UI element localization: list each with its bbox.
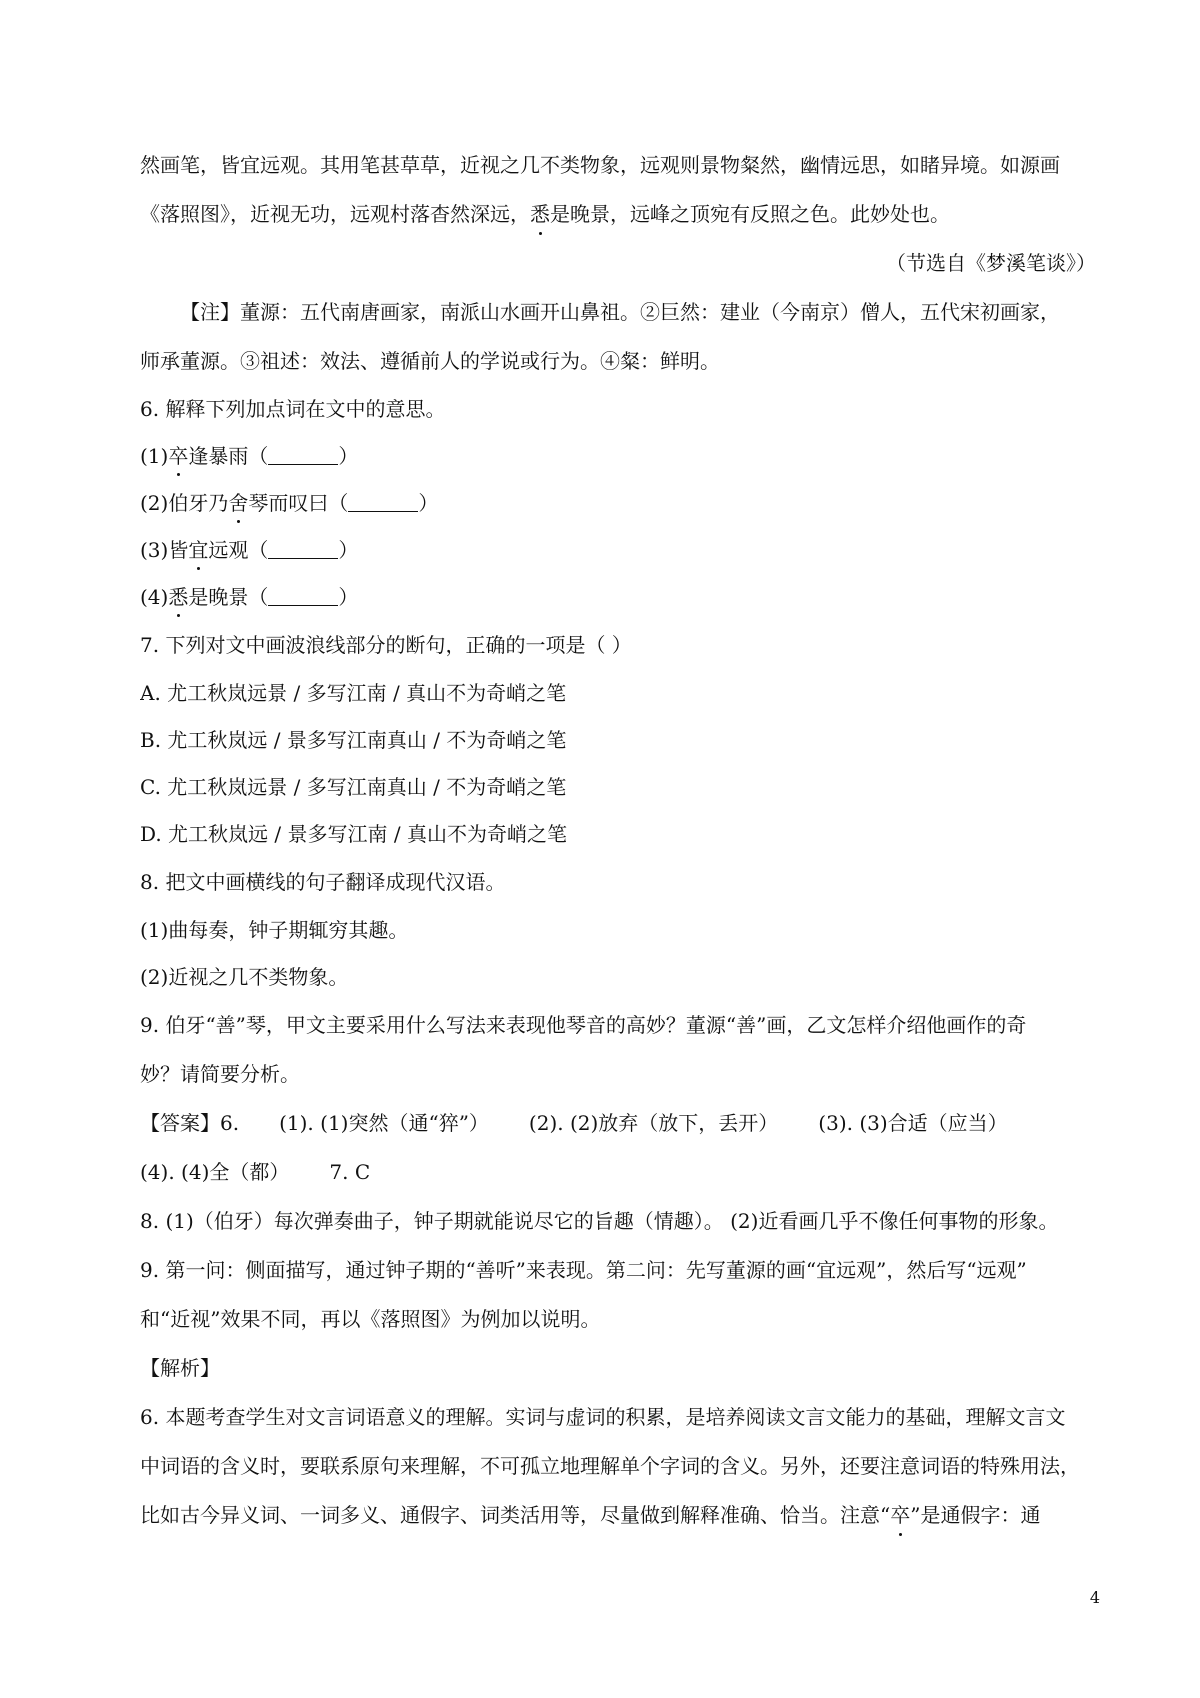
answer-line (140, 1099, 1100, 1148)
analysis-text: ”是通假字：通 (910, 1503, 1041, 1527)
item-text: 远观（ (208, 538, 269, 562)
item-text: 逢暴雨（ (188, 444, 269, 468)
item-text: 琴而叹曰（ (248, 491, 349, 515)
emphasis-dot-char: 宜 (188, 527, 208, 574)
question-9-line: 9. 伯牙“善”琴，甲文主要采用什么写法来表现他琴音的高妙？董源“善”画，乙文怎样介绍他画作的奇 (140, 1013, 1027, 1037)
analysis-label: 【解析】 (140, 1356, 220, 1380)
question-8-item: (2)近视之几不类物象。 (140, 965, 349, 989)
item-text: (1) (140, 444, 169, 468)
question-6-item (140, 433, 1100, 480)
question-9-line: 妙？请简要分析。 (140, 1062, 300, 1086)
answer-line: 和“近视”效果不同，再以《落照图》为例加以说明。 (140, 1307, 601, 1331)
answer-blank (268, 537, 338, 559)
passage-text: 是晚景，远峰之顶宛有反照之色。此妙处也。 (550, 202, 950, 226)
passage-text: 《落照图》，近视无功，远观村落杳然深远， (140, 202, 530, 226)
item-text: 是晚景（ (188, 585, 269, 609)
item-text: ） (338, 444, 359, 468)
item-text: ） (418, 491, 439, 515)
emphasis-dot-char: 卒 (890, 1491, 910, 1540)
question-7-option: B. 尤工秋岚远 / 景多写江南真山 / 不为奇峭之笔 (140, 728, 567, 752)
emphasis-dot-char: 卒 (168, 433, 188, 480)
item-text: (2)伯牙乃 (140, 491, 229, 515)
analysis-text: 比如古今异义词、一词多义、通假字、词类活用等，尽量做到解释准确、恰当。注意“ (140, 1503, 891, 1527)
question-8-item: (1)曲每奏，钟子期辄穷其趣。 (140, 918, 409, 942)
answer-blank (268, 584, 338, 606)
item-text: (3)皆 (140, 538, 189, 562)
analysis-line: 中词语的含义时，要联系原句来理解，不可孤立地理解单个字词的含义。另外，还要注意词语的特殊用法， (140, 1454, 1080, 1478)
analysis-line (140, 1491, 1100, 1540)
answer-label: 【答案】6. (140, 1111, 240, 1135)
notes-line: 【注】董源：五代南唐画家，南派山水画开山鼻祖。②巨然：建业（今南京）僧人，五代宋初画家， (180, 300, 1060, 324)
emphasis-dot-char: 舍 (228, 480, 248, 527)
emphasis-dot-char: 悉 (168, 574, 188, 621)
emphasis-dot-char: 悉 (530, 190, 550, 239)
answer-line: 8. (1)（伯牙）每次弹奏曲子，钟子期就能说尽它的旨趣（情趣）。 (2)近看画几乎不像任何事物的形象。 (140, 1209, 1059, 1233)
passage-line: 然画笔，皆宜远观。其用笔甚草草，近视之几不类物象，远观则景物粲然，幽情远思，如睹异境。如源画 (140, 153, 1060, 177)
answer-blank (348, 490, 418, 512)
item-text: ） (338, 538, 359, 562)
analysis-line: 6. 本题考查学生对文言词语意义的理解。实词与虚词的积累，是培养阅读文言文能力的基础，理解文言文 (140, 1405, 1066, 1429)
page-number: 4 (1089, 1588, 1100, 1607)
question-7-option: C. 尤工秋岚远景 / 多写江南真山 / 不为奇峭之笔 (140, 775, 567, 799)
question-6-item (140, 574, 1100, 621)
answer-line: 9. 第一问：侧面描写，通过钟子期的“善听”来表现。第二问：先写董源的画“宜远观”，然后写“远观” (140, 1258, 1027, 1282)
answer-text: (3). (3)合适（应当） (818, 1111, 1008, 1135)
question-6-item (140, 527, 1100, 574)
passage-source: （节选自《梦溪笔谈》） (886, 251, 1096, 275)
answer-text: 7. C (329, 1160, 371, 1184)
question-7-option: D. 尤工秋岚远 / 景多写江南 / 真山不为奇峭之笔 (140, 822, 567, 846)
answer-blank (268, 443, 338, 465)
item-text: ） (338, 585, 359, 609)
answer-text: (4). (4)全（都） (140, 1160, 290, 1184)
question-8-title: 8. 把文中画横线的句子翻译成现代汉语。 (140, 870, 506, 894)
question-7-title: 7. 下列对文中画波浪线部分的断句，正确的一项是（ ） (140, 633, 632, 657)
answer-text: (1). (1)突然（通“猝”） (279, 1111, 489, 1135)
question-6-title: 6. 解释下列加点词在文中的意思。 (140, 397, 446, 421)
answer-line (140, 1148, 1100, 1197)
answer-text: (2). (2)放弃（放下，丢开） (528, 1111, 779, 1135)
question-6-item (140, 480, 1100, 527)
item-text: (4) (140, 585, 169, 609)
passage-line (140, 190, 1100, 239)
question-7-option: A. 尤工秋岚远景 / 多写江南 / 真山不为奇峭之笔 (140, 681, 567, 705)
notes-line: 师承董源。③祖述：效法、遵循前人的学说或行为。④粲：鲜明。 (140, 349, 720, 373)
